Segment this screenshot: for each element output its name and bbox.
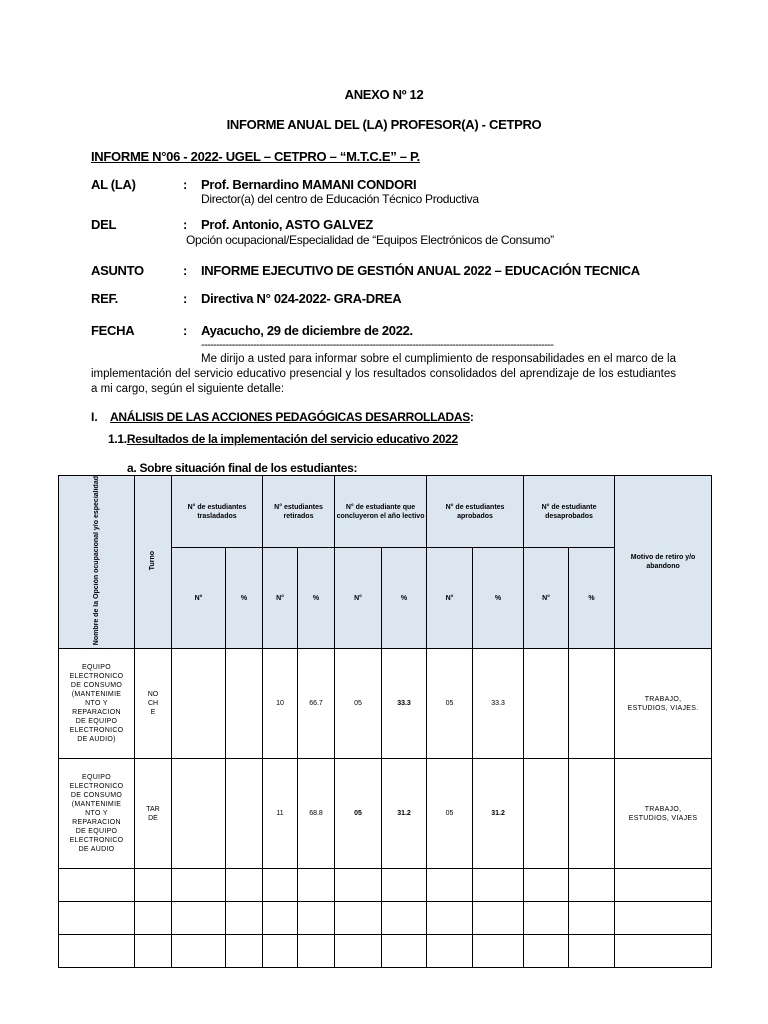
option-line: (MANTENIMIE bbox=[71, 691, 122, 699]
option-line: ELECTRONICO bbox=[69, 727, 124, 735]
option-cell bbox=[59, 649, 135, 759]
concluyeron-n-cell: 05 bbox=[335, 759, 382, 869]
option-line: (MANTENIMIE bbox=[71, 801, 122, 809]
header-n: N° bbox=[524, 548, 569, 649]
body-text: Me dirijo a usted para informar sobre el cumplimiento de responsabilidades en el marco de la implementación del servicio educativo presencial y los resultados consolidados del aprendizaje de los estudiantes a mi cargo, según el siguiente detalle: bbox=[91, 353, 676, 395]
option-line: ELECTRONICO bbox=[69, 783, 124, 791]
header-pct: % bbox=[298, 548, 335, 649]
option-cell bbox=[59, 759, 135, 869]
header-retirados: N° estudiantes retirados bbox=[263, 476, 335, 548]
al-name: Prof. Bernardino MAMANI CONDORI bbox=[201, 177, 417, 192]
option-line: DE CONSUMO bbox=[70, 682, 123, 690]
header-option bbox=[59, 476, 135, 649]
asunto-value: INFORME EJECUTIVO DE GESTIÓN ANUAL 2022 – EDUCACIÓN TECNICA bbox=[201, 263, 640, 278]
motivo-cell bbox=[615, 649, 712, 759]
header-desaprobados: N° de estudiante desaprobados bbox=[524, 476, 615, 548]
item-a-heading: a. Sobre situación final de los estudiantes: bbox=[127, 461, 358, 475]
section-heading bbox=[110, 410, 474, 424]
header-motivo: Motivo de retiro y/o abandono bbox=[615, 476, 712, 649]
desaprobados-n-cell bbox=[524, 759, 569, 869]
ref-label: REF. bbox=[91, 291, 118, 306]
option-line: DE AUDIO) bbox=[77, 736, 116, 744]
desaprobados-n-cell bbox=[524, 649, 569, 759]
fecha-label: FECHA bbox=[91, 323, 135, 338]
section-number: I. bbox=[91, 410, 98, 424]
motivo-line: ESTUDIOS, VIAJES. bbox=[627, 704, 699, 712]
asunto-label: ASUNTO bbox=[91, 263, 144, 278]
subsection-heading bbox=[108, 432, 458, 446]
header-option-text: Nombre de la Opción ocupacional y/o especialidad bbox=[92, 476, 100, 646]
report-title: INFORME ANUAL DEL (LA) PROFESOR(A) - CETPRO bbox=[226, 117, 542, 132]
option-line: REPARACION bbox=[72, 709, 121, 717]
header-n: N° bbox=[172, 548, 226, 649]
header-n: N° bbox=[263, 548, 298, 649]
header-pct: % bbox=[382, 548, 427, 649]
concluyeron-n-cell: 05 bbox=[335, 649, 382, 759]
aprobados-pct-cell: 31.2 bbox=[473, 759, 524, 869]
motivo-line: TRABAJO, bbox=[644, 695, 682, 703]
body-paragraph bbox=[91, 352, 676, 397]
turno-line: NO bbox=[147, 691, 159, 699]
retirados-pct-cell: 66.7 bbox=[298, 649, 335, 759]
aprobados-n-cell: 05 bbox=[427, 759, 473, 869]
del-name: Prof. Antonio, ASTO GALVEZ bbox=[201, 217, 374, 232]
empty-table-row bbox=[59, 935, 712, 968]
trasladados-n-cell bbox=[172, 649, 226, 759]
student-results-table bbox=[58, 475, 712, 968]
header-pct: % bbox=[569, 548, 615, 649]
empty-table-row bbox=[59, 902, 712, 935]
del-role: Opción ocupacional/Especialidad de “Equipos Electrónicos de Consumo” bbox=[186, 233, 554, 247]
header-n: N° bbox=[427, 548, 473, 649]
option-line: NTO Y bbox=[85, 810, 108, 818]
option-line: NTO Y bbox=[85, 700, 108, 708]
motivo-cell bbox=[615, 759, 712, 869]
motivo-line: TRABAJO, bbox=[644, 805, 682, 813]
empty-table-row bbox=[59, 869, 712, 902]
header-turno-text: Turno bbox=[149, 550, 156, 571]
header-aprobados: N° de estudiantes aprobados bbox=[427, 476, 524, 548]
fecha-value: Ayacucho, 29 de diciembre de 2022. bbox=[201, 323, 413, 338]
del-label: DEL bbox=[91, 217, 117, 232]
turno-line: CH bbox=[147, 700, 159, 708]
annex-number: ANEXO Nº 12 bbox=[344, 87, 424, 102]
section-title: ANÁLISIS DE LAS ACCIONES PEDAGÓGICAS DESARROLLADAS bbox=[110, 410, 470, 424]
concluyeron-pct-cell: 31.2 bbox=[382, 759, 427, 869]
header-n: N° bbox=[335, 548, 382, 649]
header-concluyeron: N° de estudiante que concluyeron el año lectivo bbox=[335, 476, 427, 548]
aprobados-pct-cell: 33.3 bbox=[473, 649, 524, 759]
al-colon: : bbox=[183, 177, 188, 192]
report-number: INFORME N°06 - 2022- UGEL – CETPRO – “M.T.C.E” – P. bbox=[91, 149, 420, 164]
fecha-colon: : bbox=[183, 323, 188, 338]
desaprobados-pct-cell bbox=[569, 759, 615, 869]
header-trasladados: N° de estudiantes trasladados bbox=[172, 476, 263, 548]
header-turno bbox=[135, 476, 172, 649]
turno-line: E bbox=[150, 709, 156, 717]
retirados-n-cell: 11 bbox=[263, 759, 298, 869]
ref-colon: : bbox=[183, 291, 188, 306]
option-line: DE CONSUMO bbox=[70, 792, 123, 800]
table-row bbox=[59, 759, 712, 869]
aprobados-n-cell: 05 bbox=[427, 649, 473, 759]
turno-line: DE bbox=[148, 814, 158, 822]
option-line: ELECTRONICO bbox=[69, 673, 124, 681]
asunto-colon: : bbox=[183, 263, 188, 278]
subsection-number: 1.1. bbox=[108, 432, 127, 446]
turno-line: TAR bbox=[146, 805, 160, 813]
subsection-title: Resultados de la implementación del servicio educativo 2022 bbox=[126, 432, 458, 446]
header-pct: % bbox=[473, 548, 524, 649]
turno-cell bbox=[135, 759, 172, 869]
al-label: AL (LA) bbox=[91, 177, 136, 192]
retirados-n-cell: 10 bbox=[263, 649, 298, 759]
option-line: DE AUDIO bbox=[78, 846, 115, 854]
trasladados-pct-cell bbox=[226, 759, 263, 869]
del-colon: : bbox=[183, 217, 188, 232]
concluyeron-pct-cell: 33.3 bbox=[382, 649, 427, 759]
trasladados-pct-cell bbox=[226, 649, 263, 759]
desaprobados-pct-cell bbox=[569, 649, 615, 759]
trasladados-n-cell bbox=[172, 759, 226, 869]
motivo-line: ESTUDIOS, VIAJES bbox=[628, 814, 698, 822]
separator-line: ------------------------------------------------------------------------------------------------------------------- bbox=[201, 339, 554, 351]
option-line: DE EQUIPO bbox=[75, 718, 118, 726]
table-row bbox=[59, 649, 712, 759]
option-line: REPARACION bbox=[72, 819, 121, 827]
section-suffix: : bbox=[469, 410, 474, 424]
al-role: Director(a) del centro de Educación Técnico Productiva bbox=[201, 192, 479, 206]
ref-value: Directiva N° 024-2022- GRA-DREA bbox=[201, 291, 402, 306]
option-line: DE EQUIPO bbox=[75, 828, 118, 836]
header-pct: % bbox=[226, 548, 263, 649]
option-line: ELECTRONICO bbox=[69, 837, 124, 845]
turno-cell bbox=[135, 649, 172, 759]
option-line: EQUIPO bbox=[81, 664, 112, 672]
retirados-pct-cell: 68.8 bbox=[298, 759, 335, 869]
option-line: EQUIPO bbox=[81, 774, 112, 782]
